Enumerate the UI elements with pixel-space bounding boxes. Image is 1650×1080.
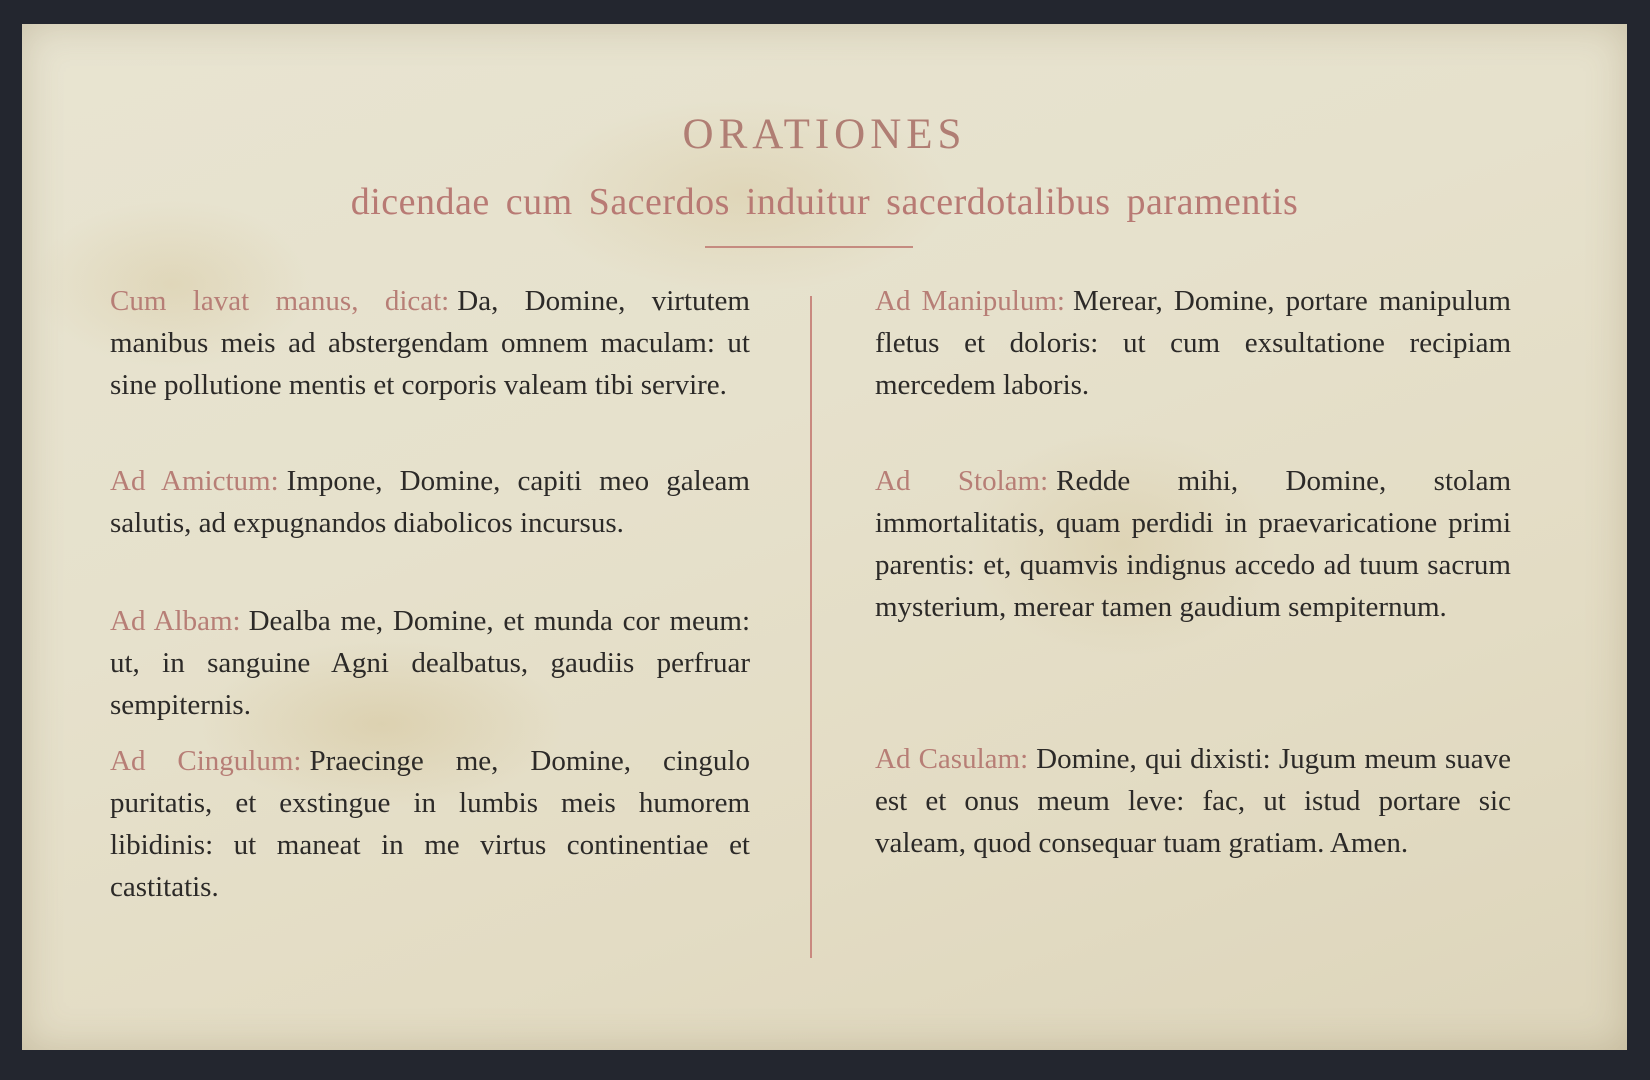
prayer-heading: Ad Casulam: [875, 743, 1029, 775]
prayer-lavabo [110, 280, 750, 406]
title-rule [705, 246, 913, 248]
column-divider [810, 296, 812, 958]
prayer-text: Praecinge me, Domine, cingulo puritatis, et exstingue in lumbis meis humorem libidinis: ut maneat in me virtus continentiae et castitatis. [110, 745, 750, 903]
prayer-card [22, 24, 1627, 1050]
prayer-text: Merear, Domine, portare manipulum fletus et doloris: ut cum exsultatione recipiam mercedem laboris. [875, 285, 1511, 401]
prayer-stolam [875, 460, 1511, 628]
card-subtitle: dicendae cum Sacerdos induitur sacerdotalibus paramentis [350, 181, 1299, 223]
prayer-heading: Ad Stolam: [875, 465, 1049, 497]
prayer-text: Impone, Domine, capiti meo galeam salutis, ad expugnandos diabolicos incursus. [110, 465, 750, 539]
prayer-cingulum [110, 740, 750, 908]
prayer-text: Redde mihi, Domine, stolam immortalitatis, quam perdidi in praevaricatione primi parentis: et, quamvis indignus accedo ad tuum sacrum mysterium, merear tamen gaudium sempiternum. [875, 465, 1511, 623]
prayer-text: Dealba me, Domine, et munda cor meum: ut, in sanguine Agni dealbatus, gaudiis perfruar sempiternis. [110, 605, 750, 721]
prayer-heading: Ad Cingulum: [110, 745, 302, 777]
prayer-heading: Ad Manipulum: [875, 285, 1065, 317]
prayer-manipulum [875, 280, 1511, 406]
prayer-casulam [875, 738, 1511, 864]
prayer-amictum [110, 460, 750, 544]
card-title: ORATIONES [682, 111, 967, 158]
prayer-heading: Ad Albam: [110, 605, 241, 637]
prayer-text: Domine, qui dixisti: Jugum meum suave est et onus meum leve: fac, ut istud portare sic valeam, quod consequar tuam gratiam. Amen. [875, 743, 1511, 859]
prayer-albam [110, 600, 750, 726]
prayer-heading: Ad Amictum: [110, 465, 279, 497]
prayer-heading: Cum lavat manus, dicat: [110, 285, 450, 317]
prayer-text: Da, Domine, virtutem manibus meis ad abstergendam omnem maculam: ut sine pollutione mentis et corporis valeam tibi servire. [110, 285, 750, 401]
